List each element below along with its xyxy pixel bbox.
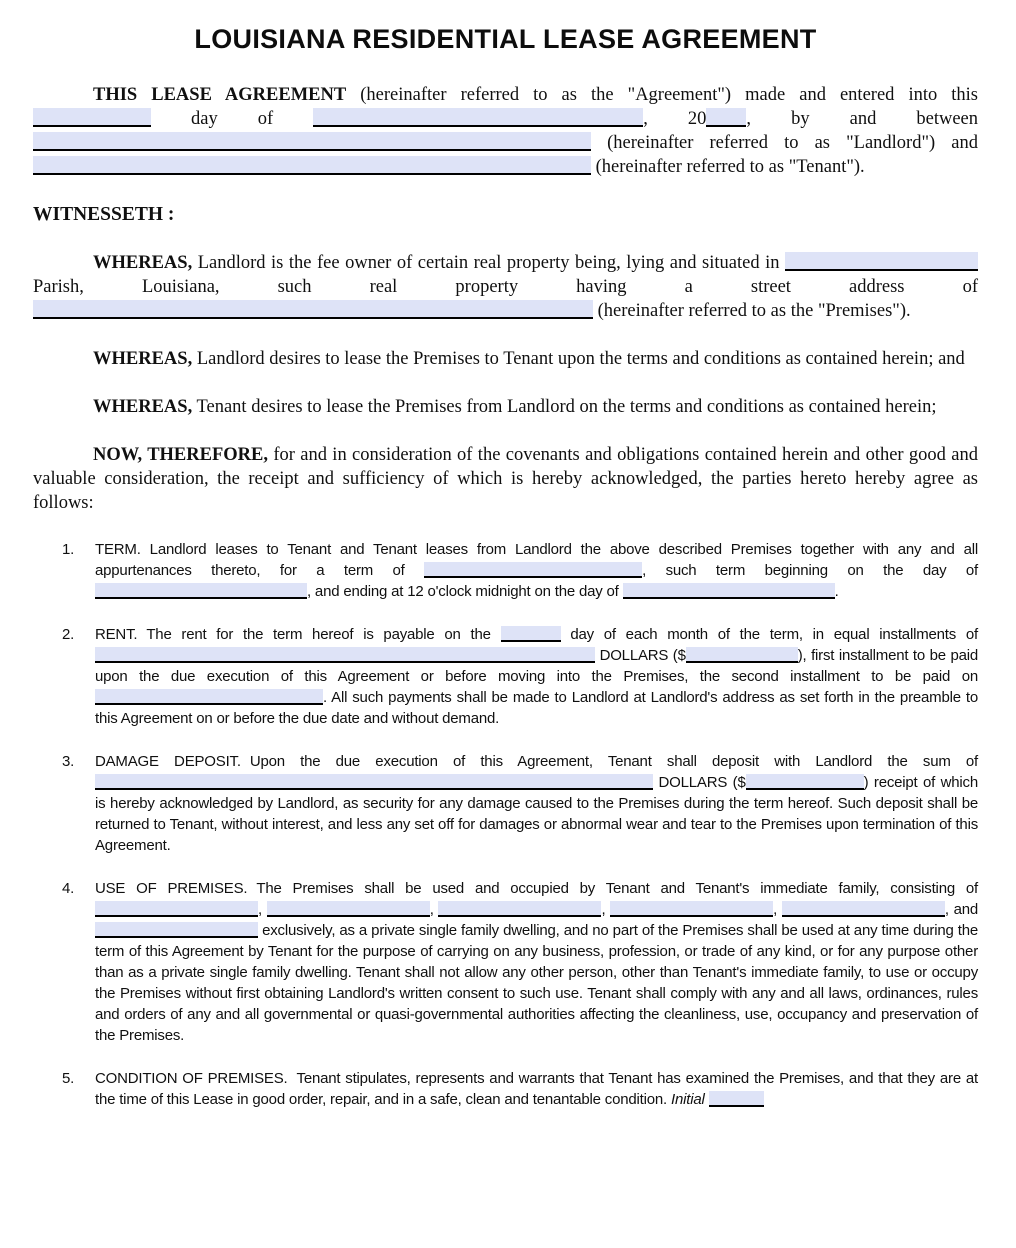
deposit-amount-number-blank[interactable]: [746, 774, 864, 789]
rent-amount-number-blank[interactable]: [686, 647, 798, 662]
clause-keyword: USE OF PREMISES.: [95, 880, 248, 897]
now-therefore-paragraph: [33, 443, 978, 515]
text-run: , and ending at 12 o'clock midnight on the day of: [307, 583, 623, 600]
text-run: The rent for the term hereof is payable on the: [146, 626, 501, 643]
landlord-name-blank[interactable]: [33, 132, 591, 151]
lead-in-text: NOW, THEREFORE,: [93, 445, 268, 465]
clause-text: [95, 539, 978, 602]
street-address-blank[interactable]: [33, 300, 593, 319]
clause-keyword: TERM.: [95, 541, 141, 558]
term-length-blank[interactable]: [424, 562, 642, 577]
text-run: Parish, Louisiana, such real property having a street address of: [33, 277, 978, 297]
term-start-date-blank[interactable]: [95, 583, 307, 598]
occupant-1-blank[interactable]: [95, 901, 258, 916]
occupant-5-blank[interactable]: [782, 901, 945, 916]
rent-amount-words-blank[interactable]: [95, 647, 595, 662]
clause-use-of-premises: [33, 878, 978, 1046]
day-blank[interactable]: [33, 108, 151, 127]
text-run: Landlord is the fee owner of certain real property being, lying and situated in: [192, 253, 785, 273]
initial-blank[interactable]: [709, 1091, 764, 1106]
text-run: Initial: [670, 1091, 705, 1108]
occupant-3-blank[interactable]: [438, 901, 601, 916]
lead-in-text: WHEREAS,: [93, 253, 193, 273]
text-run: (hereinafter referred to as the "Agreement") made and entered into this: [346, 85, 978, 105]
deposit-amount-words-blank[interactable]: [95, 774, 653, 789]
text-run: Landlord leases to Tenant and Tenant leases from Landlord the above described Premises together with any and all appurtenances thereto, for a term of: [95, 541, 978, 579]
opening-paragraph: [33, 83, 978, 179]
occupant-6-blank[interactable]: [95, 922, 258, 937]
clause-term: [33, 539, 978, 602]
document-title: LOUISIANA RESIDENTIAL LEASE AGREEMENT: [194, 24, 817, 54]
clause-text: [95, 751, 978, 856]
occupant-2-blank[interactable]: [267, 901, 430, 916]
text-run: (hereinafter referred to as "Landlord") and: [591, 133, 978, 153]
text-run: Upon the due execution of this Agreement, Tenant shall deposit with Landlord the sum of: [249, 753, 978, 770]
parish-blank[interactable]: [785, 252, 978, 271]
text-run: DOLLARS ($: [595, 647, 686, 664]
term-end-date-blank[interactable]: [623, 583, 835, 598]
clause-rent: [33, 624, 978, 729]
clause-number: 4.: [62, 880, 75, 897]
text-run: exclusively, as a private single family dwelling, and no part of the Premises shall be used at any time during the term of this Agreement by Tenant for the purpose of carrying on any business, profession, or trade of any kind, or for any purpose other than as a private single family dwelling. Tenant shall not allow any other person, other than Tenant's immediate family, to use or occupy the Premises without first obtaining Landlord's written consent to such use. Tenant shall comply with any and all laws, ordinances, rules and orders of any and all governmental or quasi-governmental authorities affecting the cleanliness, use, occupancy and preservation of the Premises.: [95, 922, 978, 1044]
text-run: ), first installment to be paid upon the due execution of this Agreement or before moving into the Premises, the second installment to be paid on: [95, 647, 979, 685]
clause-number: 2.: [62, 626, 75, 643]
text-run: ,: [258, 901, 267, 918]
clause-condition-of-premises: [33, 1068, 978, 1110]
lead-in-text: WITNESSETH :: [33, 204, 175, 225]
preamble-section: [33, 83, 978, 515]
text-run: for and in consideration of the covenants and obligations contained herein and other good and valuable consideration, the receipt and sufficiency of which is hereby acknowledged, the parties hereto hereby agree as follows:: [33, 445, 978, 513]
text-run: Landlord desires to lease the Premises to Tenant upon the terms and conditions as contained herein; and: [192, 349, 965, 369]
month-blank[interactable]: [313, 108, 643, 127]
clauses-list: [33, 539, 978, 1110]
occupant-4-blank[interactable]: [610, 901, 773, 916]
rent-due-day-blank[interactable]: [501, 626, 561, 641]
text-run: day of: [151, 109, 314, 129]
clause-keyword: RENT.: [95, 626, 138, 643]
text-run: day of each month of the term, in equal installments of: [560, 626, 978, 643]
whereas-ownership-paragraph: [33, 251, 978, 323]
lead-in-text: WHEREAS,: [93, 349, 193, 369]
clause-number: 5.: [62, 1070, 75, 1087]
clause-text: [95, 878, 978, 1046]
clause-number: 3.: [62, 753, 75, 770]
clause-text: [95, 1068, 978, 1110]
clause-keyword: CONDITION OF PREMISES.: [95, 1070, 288, 1087]
text-run: . All such payments shall be made to Landlord at Landlord's address as set forth in the preamble to this Agreement on or before the due date and without demand.: [95, 689, 978, 727]
year-blank[interactable]: [706, 108, 746, 127]
text-run: ,: [601, 901, 611, 918]
lead-in-text: THIS LEASE AGREEMENT: [93, 85, 347, 105]
clause-keyword: DAMAGE DEPOSIT.: [95, 753, 241, 770]
second-installment-date-blank[interactable]: [95, 689, 323, 704]
text-run: Tenant desires to lease the Premises from Landlord on the terms and conditions as contained herein;: [192, 397, 937, 417]
lead-in-text: WHEREAS,: [93, 397, 193, 417]
text-run: Tenant stipulates, represents and warrants that Tenant has examined the Premises, and that they are at the time of this Lease in good order, repair, and in a safe, clean and tenantable condition.: [95, 1070, 978, 1108]
clause-damage-deposit: [33, 751, 978, 856]
whereas-tenant-paragraph: [33, 395, 978, 419]
text-run: DOLLARS ($: [653, 774, 746, 791]
text-run: (hereinafter referred to as "Tenant").: [591, 157, 865, 177]
clause-number: 1.: [62, 541, 75, 558]
text-run: ,: [429, 901, 439, 918]
tenant-name-blank[interactable]: [33, 156, 591, 175]
clause-text: [95, 624, 978, 729]
text-run: ) receipt of which is hereby acknowledged by Landlord, as security for any damage caused to the Premises during the term hereof. Such deposit shall be returned to Tenant, without interest, and less any set off for damages or abnormal wear and tear to the Premises upon termination of this Agreement.: [95, 774, 979, 854]
text-run: .: [834, 583, 839, 600]
text-run: The Premises shall be used and occupied by Tenant and Tenant's immediate family, consisting of: [256, 880, 978, 897]
text-run: , such term beginning on the day of: [642, 562, 978, 579]
text-run: , 20: [643, 109, 707, 129]
text-run: (hereinafter referred to as the "Premises").: [593, 301, 911, 321]
text-run: , by and between: [746, 109, 979, 129]
text-run: , and: [944, 901, 979, 918]
witnesseth-heading: [33, 203, 978, 227]
whereas-landlord-paragraph: [33, 347, 978, 371]
text-run: ,: [773, 901, 782, 918]
